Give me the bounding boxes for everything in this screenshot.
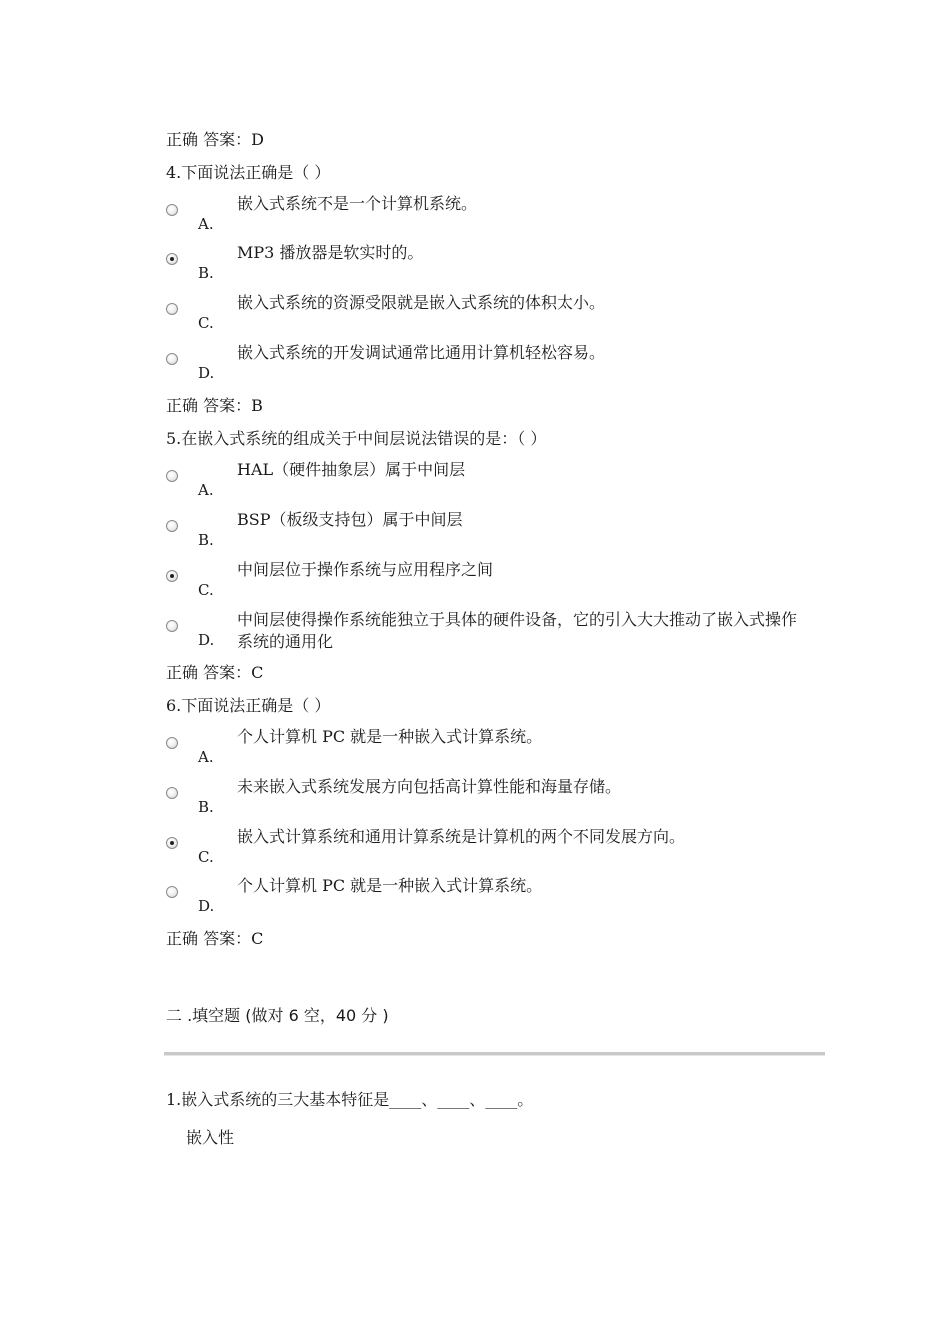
radio-icon[interactable]	[166, 886, 178, 898]
option-text: 中间层使得操作系统能独立于具体的硬件设备，它的引入大大推动了嵌入式操作系统的通用化	[237, 610, 798, 651]
q6-option-c[interactable]	[166, 829, 826, 873]
radio-checked-icon[interactable]	[166, 570, 178, 582]
q4-option-a[interactable]	[166, 196, 826, 240]
question-5-stem: 5.在嵌入式系统的组成关于中间层说法错误的是：（ ）	[166, 429, 547, 448]
radio-icon[interactable]	[166, 787, 178, 799]
q6-option-a[interactable]	[166, 729, 826, 773]
radio-icon[interactable]	[166, 737, 178, 749]
question-6-stem: 6.下面说法正确是（ ）	[166, 696, 331, 715]
answer-line-q4: 正确 答案：B	[166, 396, 263, 415]
radio-icon[interactable]	[166, 353, 178, 365]
option-letter: A.	[198, 481, 214, 499]
radio-icon[interactable]	[166, 620, 178, 632]
option-text: 嵌入式系统的资源受限就是嵌入式系统的体积太小。	[237, 293, 606, 312]
answer-line-q5: 正确 答案：C	[166, 663, 264, 682]
option-text: BSP（板级支持包）属于中间层	[237, 510, 463, 529]
q5-option-b[interactable]	[166, 512, 826, 556]
option-letter: C.	[198, 314, 214, 332]
option-text: MP3 播放器是软实时的。	[237, 243, 424, 262]
option-letter: D.	[198, 897, 215, 915]
q5-option-a[interactable]	[166, 462, 826, 506]
option-text: 未来嵌入式系统发展方向包括高计算性能和海量存储。	[237, 777, 622, 796]
option-text: 嵌入式计算系统和通用计算系统是计算机的两个不同发展方向。	[237, 827, 686, 846]
section-divider	[164, 1052, 825, 1056]
option-text: HAL（硬件抽象层）属于中间层	[237, 460, 466, 479]
radio-checked-icon[interactable]	[166, 253, 178, 265]
option-text: 个人计算机 PC 就是一种嵌入式计算系统。	[237, 727, 543, 746]
fill-question-1: 1.嵌入式系统的三大基本特征是____、____、____。	[166, 1090, 534, 1109]
option-text: 嵌入式系统不是一个计算机系统。	[237, 194, 478, 213]
q6-option-b[interactable]	[166, 779, 826, 823]
answer-line-q6: 正确 答案：C	[166, 929, 264, 948]
answer-line-q3: 正确 答案：D	[166, 130, 264, 149]
option-text: 嵌入式系统的开发调试通常比通用计算机轻松容易。	[237, 343, 606, 362]
option-text: 个人计算机 PC 就是一种嵌入式计算系统。	[237, 876, 543, 895]
option-letter: D.	[198, 631, 215, 649]
option-letter: A.	[198, 748, 214, 766]
option-letter: B.	[198, 798, 214, 816]
q5-option-d[interactable]	[166, 612, 826, 656]
option-letter: B.	[198, 264, 214, 282]
radio-icon[interactable]	[166, 204, 178, 216]
radio-icon[interactable]	[166, 520, 178, 532]
q5-option-c[interactable]	[166, 562, 826, 606]
option-letter: A.	[198, 215, 214, 233]
radio-checked-icon[interactable]	[166, 837, 178, 849]
option-letter: C.	[198, 581, 214, 599]
fill-answer-value: 嵌入性	[186, 1128, 235, 1147]
question-4-stem: 4.下面说法正确是（ ）	[166, 163, 331, 182]
q4-option-d[interactable]	[166, 345, 826, 389]
option-letter: D.	[198, 364, 215, 382]
q4-option-b[interactable]	[166, 245, 826, 289]
radio-icon[interactable]	[166, 470, 178, 482]
option-letter: B.	[198, 531, 214, 549]
radio-icon[interactable]	[166, 303, 178, 315]
q6-option-d[interactable]	[166, 878, 826, 922]
option-letter: C.	[198, 848, 214, 866]
q4-option-c[interactable]	[166, 295, 826, 339]
section-title-fill-blank: 二 .填空题 (做对 6 空，40 分 )	[166, 1006, 389, 1025]
option-text: 中间层位于操作系统与应用程序之间	[237, 560, 494, 579]
